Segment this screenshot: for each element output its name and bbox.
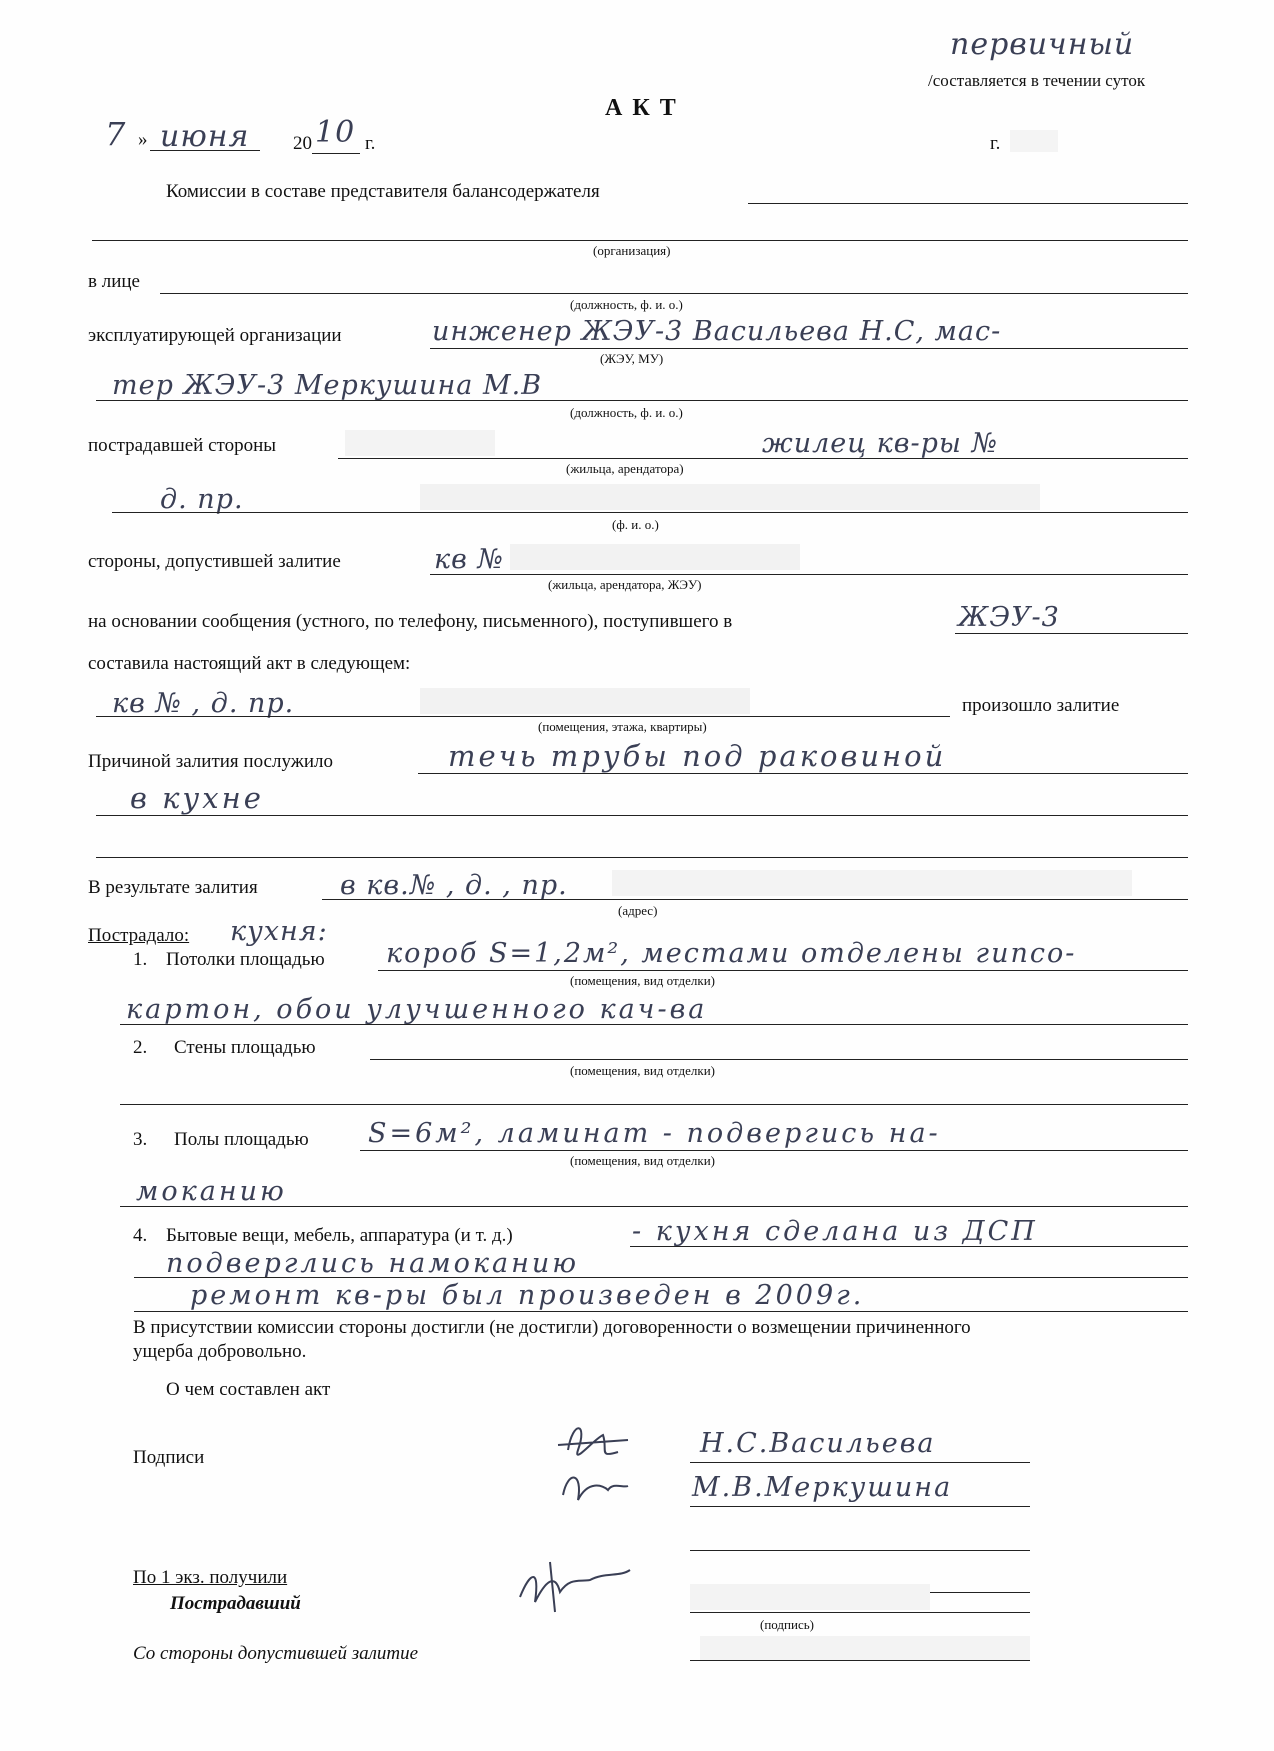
- date-year-handwritten: 10: [315, 115, 356, 150]
- item3-value-2: моканию: [136, 1176, 287, 1207]
- redaction: [510, 544, 800, 570]
- act-intro: составила настоящий акт в следующем:: [88, 653, 411, 674]
- city-label: г.: [990, 133, 1001, 154]
- primary-note-handwritten: первичный: [950, 27, 1135, 62]
- culprit-value: кв №: [434, 544, 504, 575]
- operating-org-label: эксплуатирующей организации: [88, 325, 342, 346]
- redaction: [420, 484, 1040, 510]
- item1-num: 1.: [133, 949, 148, 970]
- item4-num: 4.: [133, 1225, 148, 1246]
- date-month: июня: [160, 119, 250, 154]
- redaction: [700, 1636, 1030, 1660]
- cause-value-1: течь трубы под раковиной: [448, 739, 947, 773]
- closing-statement: О чем составлен акт: [166, 1379, 331, 1400]
- caption-signature: (подпись): [760, 1617, 814, 1632]
- person-label: в лице: [88, 271, 140, 292]
- primary-note-printed: /составляется в течении суток: [928, 71, 1146, 90]
- item1-value-1: короб S=1,2м², местами отделены гипсо-: [386, 938, 1077, 969]
- item1-value-2: картон, обои улучшенного кач-ва: [126, 994, 708, 1025]
- caption-location: (помещения, этажа, квартиры): [538, 719, 707, 734]
- caption-operating-org: (ЖЭУ, МУ): [600, 351, 664, 366]
- item2-label: Стены площадью: [174, 1037, 316, 1058]
- victim-label: пострадавшей стороны: [88, 435, 277, 456]
- result-label: В результате залития: [88, 877, 258, 898]
- cause-label: Причиной залития послужило: [88, 751, 333, 772]
- redaction: [690, 1584, 930, 1610]
- caption-victim-role: (жильца, арендатора): [566, 461, 684, 476]
- signature-victim: [510, 1552, 640, 1622]
- damaged-label: Пострадало:: [88, 925, 190, 946]
- document-title: А К Т: [605, 95, 678, 121]
- date-suffix: г.: [365, 133, 376, 154]
- signature-1: [548, 1410, 668, 1520]
- caption-victim-name: (ф. и. о.): [612, 517, 659, 532]
- agreement-line-2: ущерба добровольно.: [133, 1341, 307, 1362]
- item4-value-3: ремонт кв-ры был произведен в 2009г.: [190, 1280, 865, 1311]
- item3-label: Полы площадью: [174, 1129, 309, 1150]
- caption-item1: (помещения, вид отделки): [570, 973, 715, 988]
- victim-value-2: д. пр.: [160, 484, 244, 515]
- caption-item3: (помещения, вид отделки): [570, 1153, 715, 1168]
- caption-item2: (помещения, вид отделки): [570, 1063, 715, 1078]
- date-year-printed: 20: [293, 133, 312, 154]
- commission-label: Комиссии в составе представителя балансодержателя: [166, 181, 600, 202]
- culprit-sign-label: Со стороны допустившей залитие: [133, 1643, 419, 1664]
- report-label: на основании сообщения (устного, по телефону, письменного), поступившего в: [88, 611, 733, 632]
- agreement-line-1: В присутствии комиссии стороны достигли (не достигли) договоренности о возмещении причиненного: [133, 1317, 971, 1338]
- redaction: [1010, 130, 1058, 152]
- signer-name-1: Н.С.Васильева: [700, 1428, 936, 1459]
- operating-org-value-2: тер ЖЭУ-3 Меркушина М.В: [112, 370, 543, 401]
- item4-label: Бытовые вещи, мебель, аппаратура (и т. д.): [166, 1225, 513, 1246]
- item4-value-2: подверглись намоканию: [166, 1248, 580, 1279]
- result-value: в кв.№ , д. , пр.: [340, 870, 568, 901]
- date-quote: »: [138, 129, 148, 150]
- caption-organization: (организация): [593, 243, 671, 258]
- damaged-value: кухня:: [230, 916, 328, 947]
- redaction: [345, 430, 495, 456]
- location-suffix: произошло залитие: [962, 695, 1120, 716]
- victim-value-1: жилец кв-ры №: [762, 428, 999, 459]
- date-day: 7: [105, 115, 127, 153]
- operating-org-value-1: инженер ЖЭУ-3 Васильева Н.С, мас-: [432, 316, 1002, 347]
- culprit-label: стороны, допустившей залитие: [88, 551, 341, 572]
- received-label: По 1 экз. получили: [133, 1567, 288, 1588]
- cause-value-2: в кухне: [130, 781, 264, 815]
- victim-sign-label: Пострадавший: [170, 1593, 301, 1614]
- caption-address: (адрес): [618, 903, 658, 918]
- item2-num: 2.: [133, 1037, 148, 1058]
- signatures-label: Подписи: [133, 1447, 205, 1468]
- redaction: [420, 688, 750, 714]
- redaction: [612, 870, 1132, 896]
- item1-label: Потолки площадью: [166, 949, 325, 970]
- signer-name-2: М.В.Меркушина: [692, 1472, 953, 1503]
- item4-value-1: - кухня сделана из ДСП: [632, 1216, 1038, 1247]
- caption-position-name: (должность, ф. и. о.): [570, 297, 683, 312]
- caption-operating-person: (должность, ф. и. о.): [570, 405, 683, 420]
- report-value: ЖЭУ-3: [958, 602, 1060, 633]
- caption-culprit: (жильца, арендатора, ЖЭУ): [548, 577, 702, 592]
- item3-num: 3.: [133, 1129, 148, 1150]
- location-value: кв № , д. пр.: [112, 688, 295, 719]
- item3-value-1: S=6м², ламинат - подвергись на-: [368, 1118, 941, 1149]
